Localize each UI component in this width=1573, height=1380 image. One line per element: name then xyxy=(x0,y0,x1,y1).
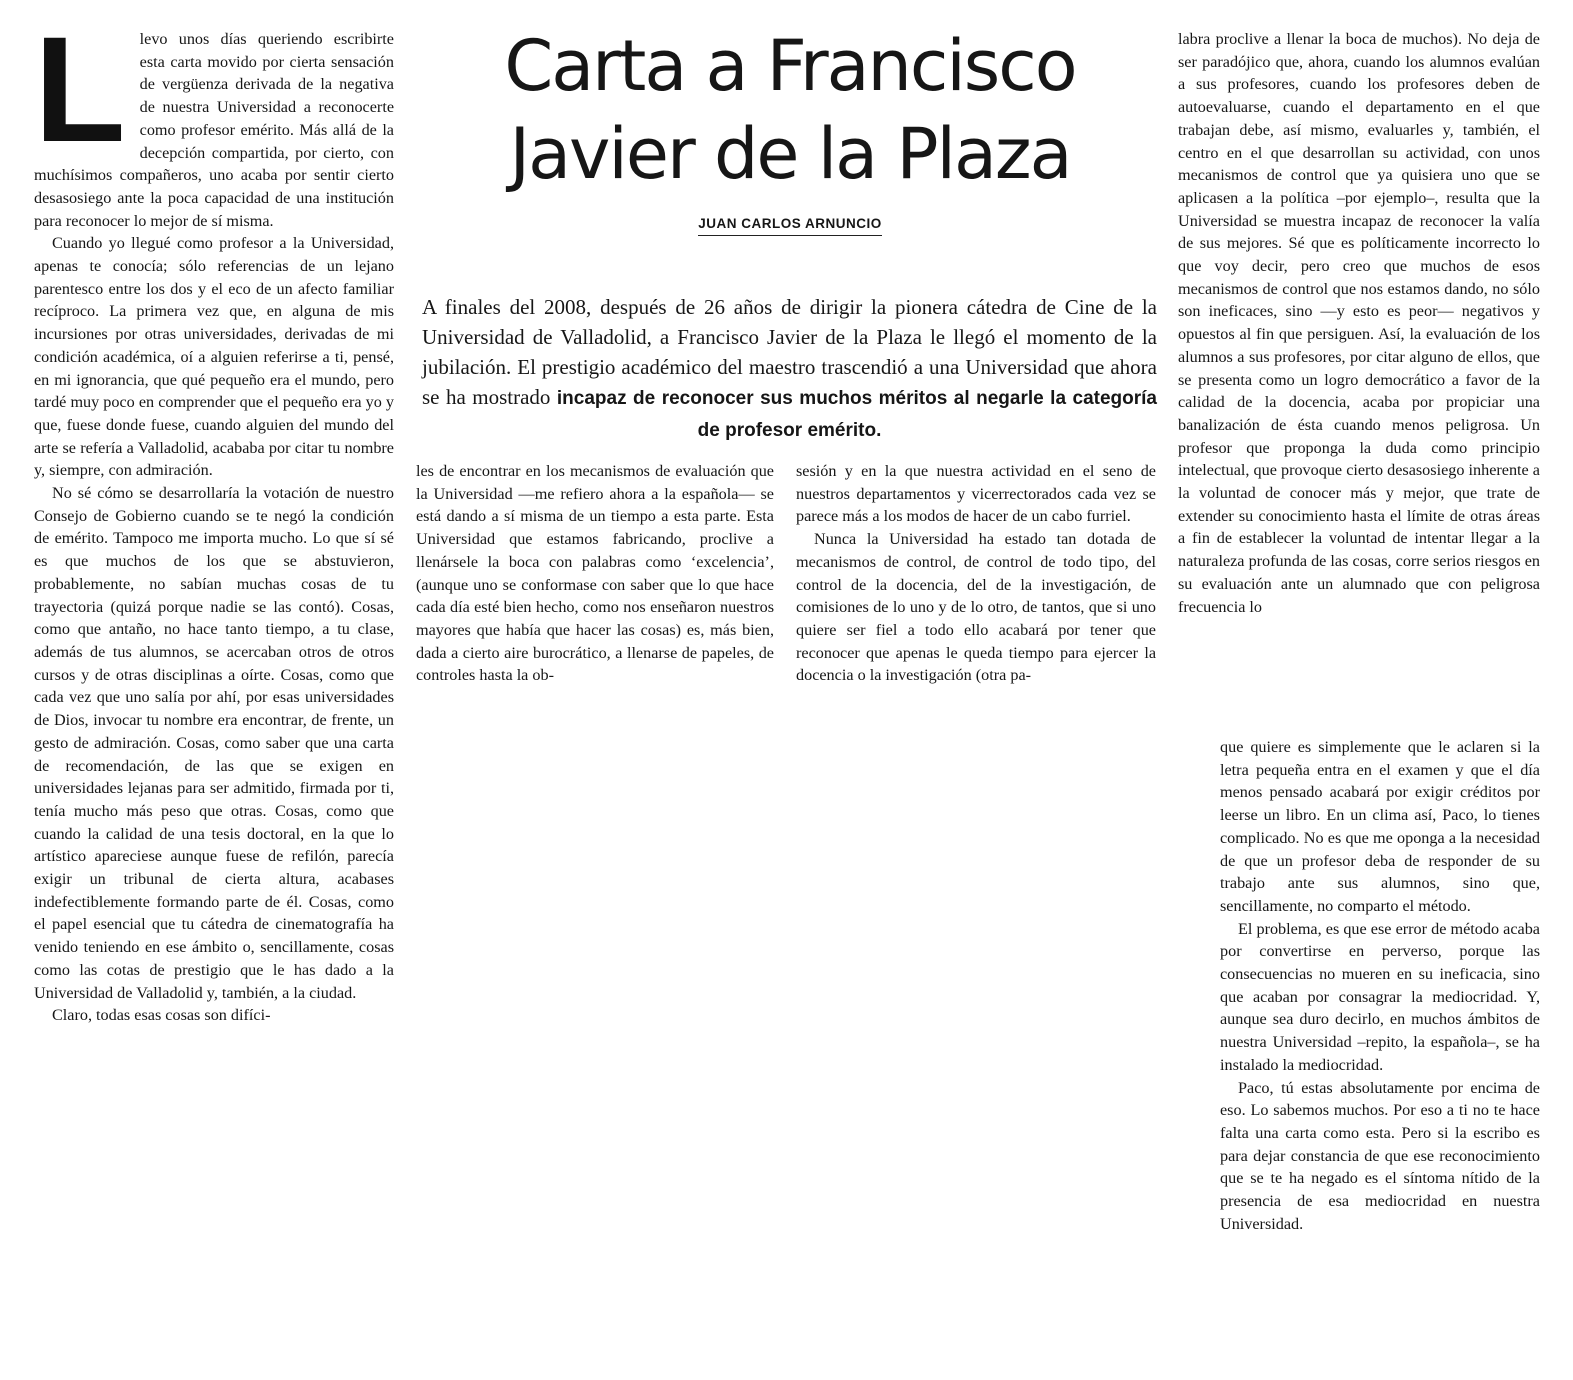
column-4 xyxy=(1178,28,1540,740)
author-name: JUAN CARLOS ARNUNCIO xyxy=(698,216,882,236)
column-3 xyxy=(796,460,1156,750)
paragraph: labra proclive a llenar la boca de muchos). No deja de ser paradójico que, ahora, cuando los alumnos evalúan a sus profesores, cuando los profesores deben de autoevaluarse, cuando el departamento en el que trabajan debe, así mismo, evaluarles y, también, el centro en el que desarrollan su actividad, con unos mecanismos de control que ya quisiera uno que se aplicasen a la política –por ejemplo–, resulta que la Universidad se muestra incapaz de reconocer la valía de sus mejores. Sé que es políticamente incorrecto lo que voy decir, pero creo que muchos de esos mecanismos de control que nos estamos dando, no sólo son ineficaces, sino —y esto es peor— negativos y opuestos al fin que persiguen. Así, la evaluación de los alumnos a sus profesores, por citar alguno de ellos, que se presenta como un logro democrático a favor de la calidad de la docencia, acaba por propiciar una banalización de ésta cuando menos peligrosa. Un profesor que proponga la duda como principio intelectual, que provoque cierto desasosiego inherente a la voluntad de conocer más y mejor, que trate de extender su conocimiento hasta el límite de otras áreas a fin de establecer la voluntad de intentar llegar a la naturaleza profunda de las cosas, corre serios riesgos en su evaluación ante un alumnado que con peligrosa frecuencia lo xyxy=(1178,30,1540,616)
paragraph: les de encontrar en los mecanismos de evaluación que la Universidad —me refiero ahora a la española— se está dando a sí misma de un tiempo a esta parte. Esta Universidad que estamos fabricando, proclive a llenársele la boca con palabras como ‘excelencia’, (aunque uno se conformase con saber que lo que hace cada día esté bien hecho, como nos enseñaron nuestros mayores que había que hacer las cosas) es, más bien, dada a cierto aire burocrático, a llenarse de papeles, de controles hasta la ob- xyxy=(416,462,774,685)
paragraph: Paco, tú estas absolutamente por encima de eso. Lo sabemos muchos. Por eso a ti no te hace falta una carta como esta. Pero si la escribo es para dejar constancia de que ese reconocimiento que se te ha negado es el síntoma nítido de la presencia de esa mediocridad en nuestra Universidad. xyxy=(1220,1078,1540,1233)
paragraph: Cuando yo llegué como profesor a la Universidad, apenas te conocía; sólo referencias de un lejano parentesco entre los dos y el eco de un afecto familiar recíproco. La primera vez que, en alguna de mis incursiones por otras universidades, derivadas de mi condición académica, oí a alguien referirse a ti, pensé, en mi ignorancia, que qué pequeño era el mundo, pero tardé muy poco en comprender que el pequeño era yo y que, fuese donde fuese, cuando alguien del mundo del arte se refería a Valladolid, acababa por citar tu nombre y, siempre, con admiración. xyxy=(34,234,394,480)
column-2 xyxy=(416,460,774,750)
author-byline xyxy=(430,216,1150,231)
column-1 xyxy=(34,28,394,1358)
paragraph: Claro, todas esas cosas son difíci- xyxy=(52,1006,271,1025)
drop-cap: L xyxy=(34,28,126,173)
paragraph: levo unos días queriendo escribirte esta carta movido por cierta sensación de vergüenza derivada de la negativa de nuestra Universidad a reconocerte como profesor emérito. Más allá de la decepción compartida, por cierto, con muchísimos compañeros, uno acaba por sentir cierto desasosiego ante la poca capacidad de una institución para reconocer lo mejor de sí misma. xyxy=(34,30,394,230)
lead-highlight: incapaz de reconocer sus muchos méritos al negarle la categoría de profesor emérito. xyxy=(556,388,1157,441)
lead-text: A finales del 2008, después de 26 años de dirigir la pionera cátedra de Cine de la Universidad de Valladolid, a Francisco Javier de la Plaza le llegó el momento de la jubilación. El prestigio académico del maestro trascendió a una Universidad que ahora se ha mostrado xyxy=(422,295,1157,409)
lead-paragraph xyxy=(422,292,1157,446)
paragraph: El problema, es que ese error de método acaba por convertirse en perverso, porque las consecuencias no mueren en su ineficacia, sino que acaban por consagrar la mediocridad. Y, aunque sea duro decirlo, en muchos ámbitos de nuestra Universidad –repito, la española–, se ha instalado la mediocridad. xyxy=(1220,919,1540,1074)
paragraph: sesión y en la que nuestra actividad en el seno de nuestros departamentos y vicerrectorados cada vez se parece más a los modos de hacer de un cabo furriel. xyxy=(796,462,1156,526)
column-5 xyxy=(1220,736,1540,1356)
article-headline: Carta a Francisco Javier de la Plaza xyxy=(504,25,1076,195)
paragraph: que quiere es simplemente que le aclaren si la letra pequeña entra en el examen y que el día menos pensado acabará por exigir créditos por leerse un libro. En un clima así, Paco, lo tienes complicado. No es que me oponga a la necesidad de que un profesor deba de responder de su trabajo ante sus alumnos, sino que, sencillamente, no comparto el método. xyxy=(1220,738,1540,915)
paragraph: No sé cómo se desarrollaría la votación de nuestro Consejo de Gobierno cuando se te negó la condición de emérito. Tampoco me importa mucho. Lo que sí sé es que muchos de los que se abstuvieron, probablemente, no sabían muchas cosas de tu trayectoria (quizá porque nadie se las contó). Cosas, como que antaño, no hace tanto tiempo, a tu clase, además de tus alumnos, se acercaban otros de otros cursos y de otras disciplinas a oírte. Cosas, como que cada vez que uno salía por ahí, por esas universidades de Dios, invocar tu nombre era encontrar, de frente, un gesto de admiración. Cosas, como saber que una carta de recomendación, de las que se exigen en universidades lejanas para ser admitido, firmada por ti, tenía mucho más peso que otras. Cosas, como que cuando la calidad de una tesis doctoral, en la que lo artístico apareciese aunque fuese de refilón, parecía exigir un tribunal de cierta altura, acabases indefectiblemente formando parte de él. Cosas, como el papel esencial que tu cátedra de cinematografía ha venido teniendo en ese ámbito o, sencillamente, cosas como las cotas de prestigio que le has dado a la Universidad de Valladolid y, también, a la ciudad. xyxy=(34,484,394,1002)
paragraph: Nunca la Universidad ha estado tan dotada de mecanismos de control, de control de todo tipo, del control de la docencia, del de la investigación, de comisiones de lo uno y de lo otro, de tantos, que si uno quiere ser fiel a todo ello acabará por tener que reconocer que apenas le queda tiempo para ejercer la docencia o la investigación (otra pa- xyxy=(796,530,1156,685)
